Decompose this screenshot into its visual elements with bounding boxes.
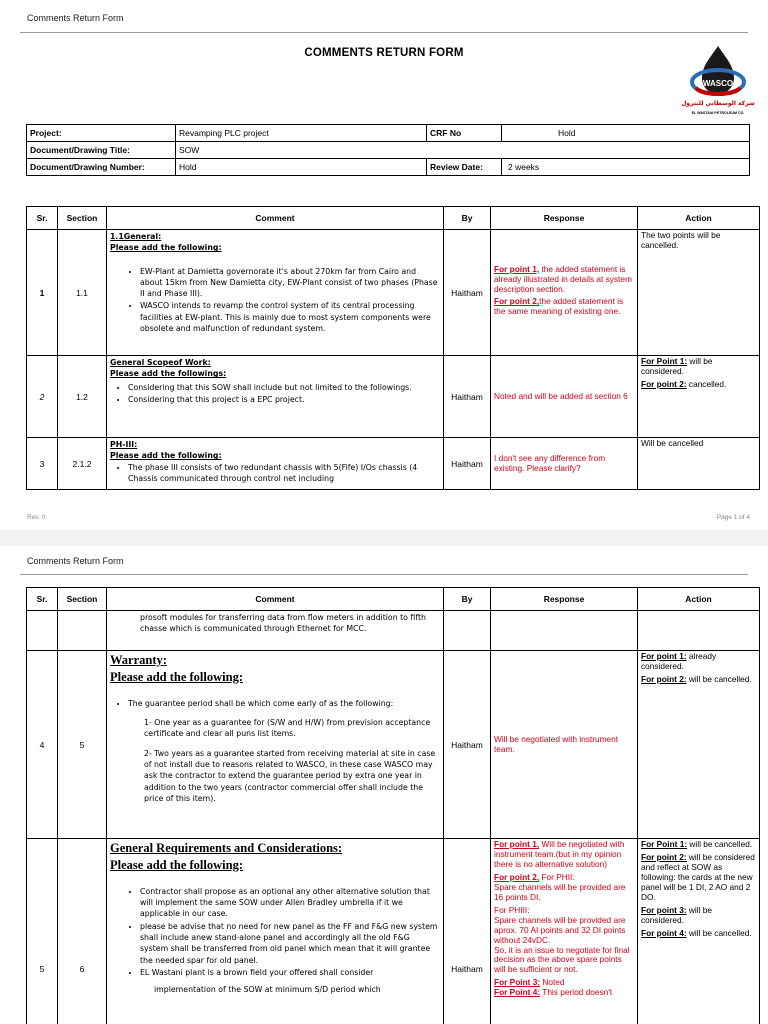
- logo-caption-english: EL WASTANI PETROLEUM CO.: [691, 111, 745, 115]
- logo-text: WASCO: [702, 79, 734, 88]
- response-point-text: the added statement is the same meaning of existing one.: [494, 296, 624, 317]
- comments-table-page-1: [26, 206, 760, 490]
- table-row: [27, 230, 760, 356]
- row-section: 1.1: [58, 230, 107, 356]
- comment-bullet: • please be advise that no need for new panel as the FF and F&G new system shall include anew stand-alone panel and accordingly all the old F&G system shall be transferred from old panel which mean that it will grantee the needed spar for old panel.: [140, 921, 440, 966]
- header-divider: [20, 574, 748, 575]
- response-point-text: Spare channels will be provided are aprox. 70 AI points and 32 DI points without 24vDC.: [494, 914, 626, 945]
- footer-page-number: Page 1 of 4: [716, 514, 750, 521]
- comment-paragraph: 1- One year as a guarantee for (S/W and H/W) from prevision acceptance certificate and clear all puns list items.: [144, 718, 431, 739]
- row-comment: [107, 651, 444, 839]
- comment-bullet: • Considering that this project is a EPC project.: [128, 394, 440, 405]
- row-sr: 2: [27, 356, 58, 438]
- col-sr: Sr.: [27, 207, 58, 230]
- row-section: 1.2: [58, 356, 107, 438]
- comment-bullet: • The phase III consists of two redundant chassis with 5(Fife) I/Os chassis (4 Chassis communicated through control net including: [128, 462, 440, 485]
- row-sr: 1: [27, 230, 58, 356]
- action-point-text: already considered.: [641, 651, 717, 671]
- action-point-label: For Point 1:: [641, 839, 688, 849]
- row-by: Haitham: [444, 438, 491, 490]
- row-response: [491, 839, 638, 1024]
- action-point-text: will be cancelled.: [686, 673, 752, 684]
- action-point-label: For point 3:: [641, 904, 687, 915]
- info-row-title: [27, 142, 750, 159]
- table-row: [27, 651, 760, 839]
- comment-subheading: Please add the following:: [110, 243, 222, 253]
- info-row-project: [27, 125, 750, 142]
- row-by: [444, 611, 491, 651]
- row-comment: [107, 438, 444, 490]
- action-point-text: will be considered.: [641, 904, 712, 925]
- comment-heading: Warranty:: [110, 653, 167, 667]
- row-comment: [107, 230, 444, 356]
- response-point-text: Spare channels will be provided are 16 points DI.: [494, 881, 626, 902]
- col-response: Response: [491, 207, 638, 230]
- row-response: [491, 230, 638, 356]
- logo-caption-arabic: شركة الوسطاني للبترول: [681, 100, 755, 107]
- action-point-text: will be cancelled.: [686, 927, 752, 938]
- row-action: Will be cancelled: [638, 438, 760, 490]
- row-comment: prosoft modules for transferring data from flow meters in addition to fifth chasse which is communicated through Ethernet for MCC.: [107, 611, 444, 651]
- col-section: Section: [58, 588, 107, 611]
- row-by: Haitham: [444, 651, 491, 839]
- comment-bullet: • WASCO intends to revamp the control system of its central processing facilities at EW-plant. This is mainly due to most system components were obsolete and malfunction of redundant system.: [140, 300, 440, 334]
- row-action: The two points will be cancelled.: [638, 230, 760, 356]
- page-2: [0, 546, 768, 1024]
- row-by: Haitham: [444, 839, 491, 1024]
- response-point-text: the added statement is already illustrated in details at system description section.: [494, 263, 632, 294]
- response-point-text: This period doesn't: [540, 987, 613, 998]
- project-label: Project:: [27, 125, 176, 142]
- row-sr: [27, 611, 58, 651]
- action-point-label: For point 1:: [641, 651, 687, 661]
- info-row-number: [27, 159, 750, 176]
- page-header: Comments Return Form: [27, 556, 124, 566]
- comment-bullet: • Contractor shall propose as an optional any other alternative solution that will implement the same SOW under Allen Bradley umbrella if it we applicable in our case.: [140, 886, 440, 920]
- row-by: Haitham: [444, 230, 491, 356]
- table-row-continuation: [27, 611, 760, 651]
- row-response: [491, 611, 638, 651]
- comment-subheading: Please add the followings:: [110, 369, 227, 379]
- comment-heading: PH-III:: [110, 440, 138, 449]
- title-value: SOW: [176, 142, 750, 159]
- comment-bullet: • EL Wastani plant is a brown field your offered shall consider: [140, 967, 440, 978]
- comment-paragraph: 2- Two years as a guarantee started from receiving material at site in case of not install due to reasons related to WASCO, in these case WASCO may ask the contractor to extend the guarantee period by extra one year in addition to the two years (contractor commercial offer shall include the price of this item).: [144, 748, 436, 803]
- action-point-text: cancelled.: [686, 378, 727, 389]
- row-by: Haitham: [444, 356, 491, 438]
- response-point-label: For point 1,: [494, 263, 540, 274]
- row-response: Will be negotiated with instrument team.: [491, 651, 638, 839]
- row-action: [638, 611, 760, 651]
- row-section: 5: [58, 651, 107, 839]
- crf-value: Hold: [502, 125, 750, 142]
- number-label: Document/Drawing Number:: [27, 159, 176, 176]
- comments-table-page-2: [26, 587, 760, 1024]
- response-point-label: For point 2,: [494, 871, 540, 882]
- comment-bullet: • The guarantee period shall be which come early of as the following:: [128, 698, 440, 709]
- action-point-label: For point 2:: [641, 851, 687, 862]
- col-action: Action: [638, 588, 760, 611]
- table-row: [27, 356, 760, 438]
- row-action: [638, 356, 760, 438]
- row-sr: 4: [27, 651, 58, 839]
- response-point-label: For point 1,: [494, 839, 540, 849]
- row-action: [638, 651, 760, 839]
- page-header: Comments Return Form: [27, 13, 124, 23]
- response-point-text: Noted: [540, 977, 565, 988]
- document-info-table: [26, 124, 750, 176]
- response-point-text: So, it is an issue to negotiate for final decision as the above spare points will be sufficient or not.: [494, 944, 630, 975]
- row-section: [58, 611, 107, 651]
- header-divider: [20, 32, 748, 33]
- comment-bullet: • Considering that this SOW shall include but not limited to the followings.: [128, 382, 440, 393]
- row-response: I don't see any difference from existing. Please clarify?: [491, 438, 638, 490]
- review-date-value: 2 weeks: [502, 159, 750, 176]
- comment-subheading: Please add the following:: [110, 857, 243, 872]
- col-action: Action: [638, 207, 760, 230]
- col-sr: Sr.: [27, 588, 58, 611]
- project-value: Revamping PLC project: [176, 125, 427, 142]
- comment-bullet: • EW-Plant at Damietta governorate it's about 270km far from Cairo and about 15km from New Damietta city, EW-Plant consist of two phases (Phase II and Phase III).: [140, 266, 440, 300]
- comment-paragraph: implementation of the SOW at minimum S/D period which: [154, 985, 381, 995]
- col-section: Section: [58, 207, 107, 230]
- col-by: By: [444, 588, 491, 611]
- comment-heading: General Requirements and Considerations:: [110, 841, 343, 855]
- number-value: Hold: [176, 159, 427, 176]
- action-point-text: will be considered.: [641, 356, 713, 376]
- response-point-label: For Point 4:: [494, 987, 541, 998]
- table-header-row: [27, 207, 760, 230]
- comment-heading: General Scopeof Work:: [110, 358, 211, 367]
- comment-subheading: Please add the following:: [110, 451, 222, 461]
- action-point-text: will be cancelled.: [687, 839, 753, 849]
- table-header-row: [27, 588, 760, 611]
- row-comment: [107, 356, 444, 438]
- response-point-label: For Point 3:: [494, 977, 541, 988]
- row-section: 2.1.2: [58, 438, 107, 490]
- row-section: 6: [58, 839, 107, 1024]
- footer-revision: Rev. 0: [27, 514, 46, 521]
- table-row: [27, 438, 760, 490]
- row-response: Noted and will be added at section 6: [491, 356, 638, 438]
- action-point-label: For point 2:: [641, 673, 687, 684]
- col-by: By: [444, 207, 491, 230]
- review-date-label: Review Date:: [427, 159, 502, 176]
- col-response: Response: [491, 588, 638, 611]
- crf-label: CRF No: [427, 125, 502, 142]
- row-sr: 5: [27, 839, 58, 1024]
- action-point-label: For point 2:: [641, 378, 687, 389]
- comment-heading: 1.1General:: [110, 232, 162, 241]
- wasco-logo: [680, 44, 758, 118]
- action-point-text: will be considered and reflect at SOW as following: the cards at the new panel will be 1 DI, 2 AO and 2 DO.: [641, 851, 755, 902]
- col-comment: Comment: [107, 207, 444, 230]
- page-separator: [0, 530, 768, 546]
- action-point-label: For Point 1:: [641, 356, 688, 366]
- form-title: COMMENTS RETURN FORM: [304, 47, 464, 59]
- row-action: [638, 839, 760, 1024]
- row-comment: [107, 839, 444, 1024]
- table-row: [27, 839, 760, 1024]
- response-point-text: For PHII:: [539, 871, 575, 882]
- col-comment: Comment: [107, 588, 444, 611]
- action-point-label: For point 4:: [641, 927, 687, 938]
- response-point-label: For point 2,: [494, 296, 540, 307]
- row-sr: 3: [27, 438, 58, 490]
- response-point-text: For PHIII:: [494, 904, 530, 915]
- title-label: Document/Drawing Title:: [27, 142, 176, 159]
- response-point-text: Will be negotiated with instrument team.(but in my opinion there is no alternative solution): [494, 839, 625, 869]
- comment-subheading: Please add the following:: [110, 669, 243, 684]
